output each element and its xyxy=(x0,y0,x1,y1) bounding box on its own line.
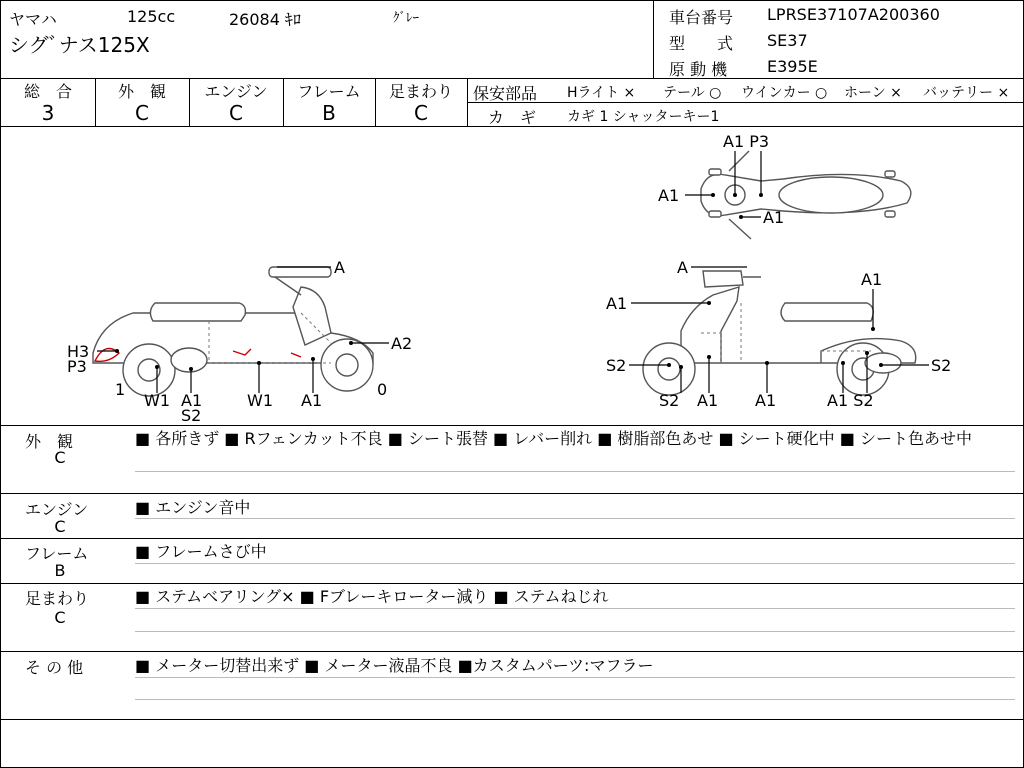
safety-label: 保安部品 xyxy=(473,84,538,103)
detail-other-text: ■ メーター切替出来ず ■ メーター液晶不良 ■カスタムパーツ:マフラー xyxy=(135,656,654,675)
frame-no-label: 車台番号 xyxy=(669,8,734,27)
divider xyxy=(467,102,1023,103)
label-a1: A1 xyxy=(763,208,785,227)
overall-grade: 3 xyxy=(41,101,55,125)
divider xyxy=(1,538,1023,539)
type-value: SE37 xyxy=(767,31,808,50)
label-a1: A1 xyxy=(606,294,628,313)
label-a1: A1 xyxy=(301,391,323,410)
divider xyxy=(1,493,1023,494)
label-a1p3: A1 P3 xyxy=(723,132,770,151)
label-0: 0 xyxy=(377,380,388,399)
divider xyxy=(1,651,1023,652)
detail-suspension-label: 足まわり xyxy=(25,589,90,608)
safety-headlight: Hライト × xyxy=(567,85,636,101)
label-a1: A1 xyxy=(181,391,203,410)
type-label: 型 式 xyxy=(669,34,734,53)
scooter-right-view xyxy=(629,267,929,395)
label-a1: A1 xyxy=(755,391,777,410)
rule-line xyxy=(135,699,1015,700)
label-s2: S2 xyxy=(606,356,627,375)
rule-line xyxy=(135,563,1015,564)
label-p3: P3 xyxy=(67,357,87,376)
detail-exterior-label: 外 観 xyxy=(25,432,74,451)
detail-suspension-grade: C xyxy=(54,608,66,627)
detail-engine-text: ■ エンジン音中 xyxy=(135,498,251,517)
label-a: A xyxy=(334,258,345,277)
engine-grade: C xyxy=(229,101,243,125)
label-a1: A1 xyxy=(658,186,680,205)
mileage: 26084 ｷﾛ xyxy=(229,10,301,29)
label-h3: H3 xyxy=(67,342,90,361)
model-name: シグﾞナス125X xyxy=(9,33,150,57)
displacement: 125cc xyxy=(127,7,176,26)
detail-frame-text: ■ フレームさび中 xyxy=(135,542,267,561)
safety-taillight: テール ○ xyxy=(663,85,722,101)
maker: ヤマハ xyxy=(9,10,57,29)
label-1: 1 xyxy=(115,380,126,399)
exterior-grade: C xyxy=(135,101,149,125)
safety-winker: ウインカー ○ xyxy=(741,85,828,101)
damage-diagram xyxy=(1,127,1023,427)
rule-line xyxy=(135,608,1015,609)
key-value: カギ 1 シャッターキー1 xyxy=(567,109,720,125)
engine-rating-label: エンジン xyxy=(204,82,268,101)
engine-value: E395E xyxy=(767,57,818,76)
safety-horn: ホーン × xyxy=(844,85,902,101)
detail-engine-grade: C xyxy=(54,517,66,536)
label-w1: W1 xyxy=(144,391,170,410)
label-s2: S2 xyxy=(659,391,680,410)
rule-line xyxy=(135,631,1015,632)
color: ｸﾞﾚｰ xyxy=(393,11,419,26)
key-label: カ ギ xyxy=(488,108,537,127)
detail-frame-label: フレーム xyxy=(25,544,89,563)
label-a1: A1 xyxy=(861,270,883,289)
engine-label: 原 動 機 xyxy=(669,60,728,79)
scooter-left-view xyxy=(93,267,389,396)
frame-grade: B xyxy=(322,101,336,125)
divider xyxy=(653,1,654,78)
safety-battery: バッテリー × xyxy=(923,85,1010,101)
detail-frame-grade: B xyxy=(54,561,66,580)
label-s2: S2 xyxy=(181,406,202,425)
rule-line xyxy=(135,471,1015,472)
label-a1: A1 xyxy=(697,391,719,410)
frame-no: LPRSE37107A200360 xyxy=(767,5,940,24)
detail-suspension-text: ■ ステムベアリング× ■ Fブレーキローター減り ■ ステムねじれ xyxy=(135,587,609,606)
label-a1s2: A1 S2 xyxy=(827,391,874,410)
exterior-label: 外 観 xyxy=(117,82,166,101)
overall-label: 総 合 xyxy=(23,82,72,101)
divider xyxy=(1,583,1023,584)
label-s2: S2 xyxy=(931,356,952,375)
label-w1: W1 xyxy=(247,391,273,410)
detail-exterior-text: ■ 各所きず ■ Rフェンカット不良 ■ シート張替 ■ レバー削れ ■ 樹脂部色あせ ■ シート硬化中 ■ シート色あせ中 xyxy=(135,429,972,448)
rule-line xyxy=(135,518,1015,519)
suspension-grade: C xyxy=(414,101,428,125)
scooter-top-view xyxy=(685,151,911,239)
detail-exterior-grade: C xyxy=(54,448,66,467)
suspension-label: 足まわり xyxy=(388,82,453,101)
detail-engine-label: エンジン xyxy=(25,500,89,519)
divider xyxy=(1,719,1023,720)
label-a2: A2 xyxy=(391,334,413,353)
detail-other-label: そ の 他 xyxy=(25,658,84,677)
frame-rating-label: フレーム xyxy=(297,82,361,101)
label-a: A xyxy=(677,258,688,277)
rule-line xyxy=(135,677,1015,678)
divider xyxy=(1,425,1023,426)
